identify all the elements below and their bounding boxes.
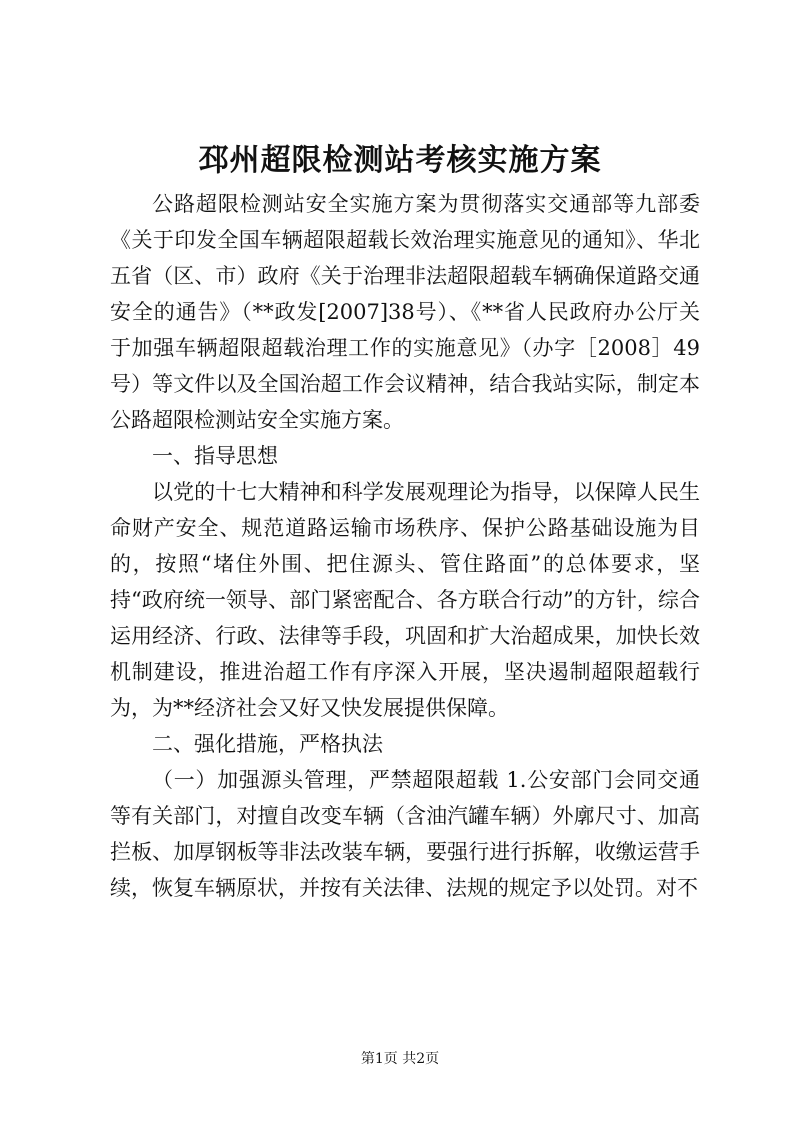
paragraph-source-management: （一）加强源头管理，严禁超限超载 1.公安部门会同交通等有关部门，对擅自改变车辆（含油汽罐车辆）外廓尺寸、加高拦板、加厚钢板等非法改装车辆，要强行进行拆解，收缴运营手续，恢复车辆原状，并按有关法律、法规的规定予以处罚。对不 [110, 768, 700, 900]
section-heading-guiding-ideology: 一、指导思想 [152, 444, 278, 468]
page-title: 邳州超限检测站考核实施方案 [198, 143, 602, 178]
document-body [110, 186, 700, 906]
section-heading-measures: 二、强化措施，严格执法 [152, 732, 383, 756]
paragraph-guiding-ideology: 以党的十七大精神和科学发展观理论为指导，以保障人民生命财产安全、规范道路运输市场秩序、保护公路基础设施为目的，按照“堵住外围、把住源头、管住路面”的总体要求，坚持“政府统一领导、部门紧密配合、各方联合行动”的方针，综合运用经济、行政、法律等手段，巩固和扩大治超成果，加快长效机制建设，推进治超工作有序深入开展，坚决遏制超限超载行为，为**经济社会又好又快发展提供保障。 [110, 480, 700, 720]
paragraph-intro: 公路超限检测站安全实施方案为贯彻落实交通部等九部委《关于印发全国车辆超限超载长效治理实施意见的通知》、华北五省（区、市）政府《关于治理非法超限超载车辆确保道路交通安全的通告》（**政发[2007]38号）、《**省人民政府办公厅关于加强车辆超限超载治理工作的实施意见》（办字［2008］49号）等文件以及全国治超工作会议精神，结合我站实际，制定本公路超限检测站安全实施方案。 [110, 192, 700, 432]
page-footer: 第1页 共2页 [360, 1051, 440, 1067]
